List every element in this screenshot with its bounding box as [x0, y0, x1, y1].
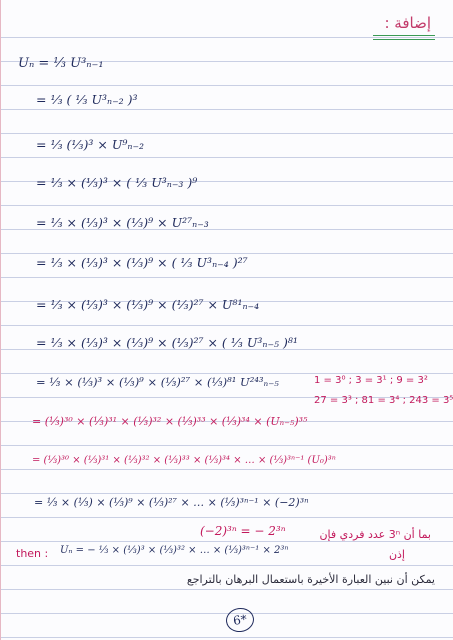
derivation-line: = ⅓ × (⅓)³ × ( ⅓ U³ₙ₋₃ )⁹ [36, 175, 198, 190]
page-number: 6* [224, 606, 255, 634]
derivation-line: = (⅓)³⁰ × (⅓)³¹ × (⅓)³² × (⅓)³³ × (⅓)³⁴ × (Uₙ₋₅)³⁵ [32, 415, 308, 428]
derivation-line: = ⅓ × (⅓) × (⅓)⁹ × (⅓)²⁷ × … × (⅓)³ⁿ⁻¹ × (−2)³ⁿ [34, 496, 309, 509]
therefore-text: إذن [388, 548, 405, 561]
heading-double-underline [373, 35, 435, 40]
parity-note: (−2)³ⁿ = − 2³ⁿ [200, 524, 286, 538]
derivation-line: = ⅓ ( ⅓ U³ₙ₋₂ )³ [36, 92, 138, 107]
derivation-line: = (⅓)³⁰ × (⅓)³¹ × (⅓)³² × (⅓)³³ × (⅓)³⁴ × … × (⅓)³ⁿ⁻¹ (U₀)³ⁿ [32, 455, 336, 466]
final-label: then : [16, 547, 49, 560]
page-heading: إضافة : [384, 14, 431, 32]
derivation-line: = ⅓ × (⅓)³ × (⅓)⁹ × (⅓)²⁷ × U⁸¹ₙ₋₄ [36, 297, 260, 312]
page-margin-line [0, 0, 1, 640]
derivation-line: = ⅓ × (⅓)³ × (⅓)⁹ × (⅓)²⁷ × (⅓)⁸¹ U²⁴³ₙ₋₅ [36, 375, 279, 389]
derivation-line: = ⅓ × (⅓)³ × (⅓)⁹ × (⅓)²⁷ × ( ⅓ U³ₙ₋₅ )⁸¹ [36, 335, 298, 350]
power-note: 27 = 3³ ; 81 = 3⁴ ; 243 = 3⁵ [314, 395, 453, 406]
final-formula: Uₙ = − ⅓ × (⅓)³ × (⅓)³² × … × (⅓)³ⁿ⁻¹ × 2³ⁿ [60, 545, 289, 556]
derivation-line: = ⅓ (⅓)³ × U⁹ₙ₋₂ [36, 137, 145, 152]
power-note: 1 = 3⁰ ; 3 = 3¹ ; 9 = 3² [314, 375, 428, 386]
closing-text: يمكن أن نبين العبارة الأخيرة باستعمال البرهان بالتراجع [186, 573, 435, 586]
derivation-line: = ⅓ × (⅓)³ × (⅓)⁹ × ( ⅓ U³ₙ₋₄ )²⁷ [36, 255, 248, 270]
derivation-line: = ⅓ × (⅓)³ × (⅓)⁹ × U²⁷ₙ₋₃ [36, 215, 209, 230]
parity-text: بما أن 3ⁿ عدد فردي فإن [319, 528, 431, 541]
derivation-line: Uₙ = ⅓ U³ₙ₋₁ [18, 56, 104, 71]
